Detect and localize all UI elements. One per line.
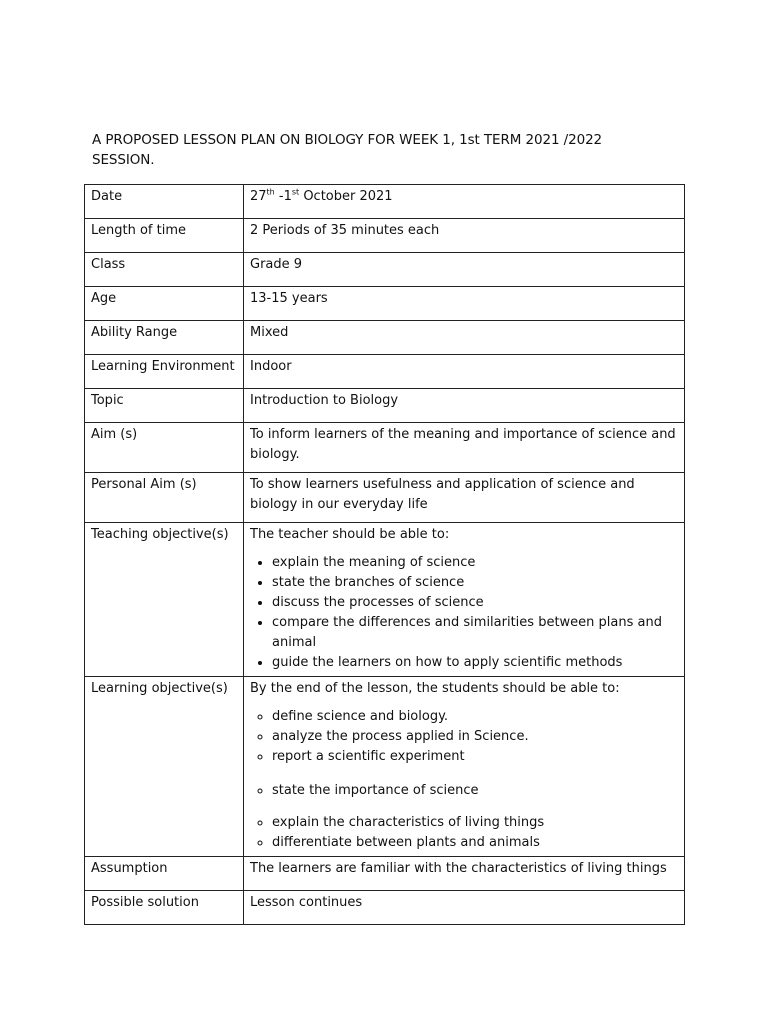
teaching-intro: The teacher should be able to: xyxy=(250,527,450,542)
row-label-teaching-objectives: Teaching objective(s) xyxy=(85,523,244,677)
row-value-topic: Introduction to Biology xyxy=(244,389,685,423)
row-value-solution: Lesson continues xyxy=(244,891,685,925)
row-value-environment: Indoor xyxy=(244,355,685,389)
table-row-learning-objectives xyxy=(85,677,685,857)
list-item: ◦ analyze the process applied in Science. xyxy=(272,727,678,747)
learning-intro: By the end of the lesson, the students should be able to: xyxy=(250,681,620,696)
table-row-assumption xyxy=(85,857,685,891)
list-item: • state the branches of science xyxy=(272,573,678,593)
row-label-date: Date xyxy=(85,185,244,219)
table-row-class xyxy=(85,253,685,287)
row-label-length: Length of time xyxy=(85,219,244,253)
list-item: ◦ report a scientific experiment xyxy=(272,747,678,767)
table-row-date xyxy=(85,185,685,219)
row-label-aim: Aim (s) xyxy=(85,423,244,473)
row-value-class: Grade 9 xyxy=(244,253,685,287)
row-label-assumption: Assumption xyxy=(85,857,244,891)
list-item: ◦ define science and biology. xyxy=(272,707,678,727)
list-item: • compare the differences and similarities between plans and animal xyxy=(272,613,678,653)
row-label-personal-aim: Personal Aim (s) xyxy=(85,473,244,523)
row-value-ability: Mixed xyxy=(244,321,685,355)
list-item: ◦ differentiate between plants and animals xyxy=(272,833,678,853)
row-label-topic: Topic xyxy=(85,389,244,423)
date-end-suffix: st xyxy=(291,187,300,197)
row-label-ability: Ability Range xyxy=(85,321,244,355)
table-row-length xyxy=(85,219,685,253)
table-row-teaching-objectives xyxy=(85,523,685,677)
list-item: ◦ state the importance of science xyxy=(272,781,678,801)
row-label-age: Age xyxy=(85,287,244,321)
table-row-environment xyxy=(85,355,685,389)
list-item: • explain the meaning of science xyxy=(272,553,678,573)
row-value-age: 13-15 years xyxy=(244,287,685,321)
date-month-year: October 2021 xyxy=(299,189,393,204)
row-value-teaching-objectives xyxy=(244,523,685,677)
list-item: • guide the learners on how to apply scientific methods xyxy=(272,653,678,673)
table-row-personal-aim xyxy=(85,473,685,523)
row-value-date xyxy=(244,185,685,219)
row-label-learning-objectives: Learning objective(s) xyxy=(85,677,244,857)
row-label-class: Class xyxy=(85,253,244,287)
table-row-aim xyxy=(85,423,685,473)
list-item: ◦ explain the characteristics of living things xyxy=(272,813,678,833)
learning-objectives-list xyxy=(250,781,678,801)
table-row-ability xyxy=(85,321,685,355)
row-value-aim: To inform learners of the meaning and importance of science and biology. xyxy=(244,423,685,473)
date-start-day: 27 xyxy=(250,189,267,204)
page-title: A PROPOSED LESSON PLAN ON BIOLOGY FOR WEEK 1, 1st TERM 2021 /2022 SESSION. xyxy=(92,132,603,168)
table-row-age xyxy=(85,287,685,321)
teaching-objectives-list xyxy=(250,553,678,673)
table-row-solution xyxy=(85,891,685,925)
table-row-topic xyxy=(85,389,685,423)
row-value-assumption: The learners are familiar with the characteristics of living things xyxy=(244,857,685,891)
row-value-learning-objectives xyxy=(244,677,685,857)
list-item: • discuss the processes of science xyxy=(272,593,678,613)
lesson-plan-table xyxy=(84,184,685,925)
row-value-length: 2 Periods of 35 minutes each xyxy=(244,219,685,253)
date-end-day: -1 xyxy=(274,189,292,204)
date-start-suffix: th xyxy=(266,187,275,197)
row-label-environment: Learning Environment xyxy=(85,355,244,389)
row-label-solution: Possible solution xyxy=(85,891,244,925)
learning-objectives-list xyxy=(250,813,678,853)
learning-objectives-list xyxy=(250,707,678,767)
row-value-personal-aim: To show learners usefulness and application of science and biology in our everyday life xyxy=(244,473,685,523)
